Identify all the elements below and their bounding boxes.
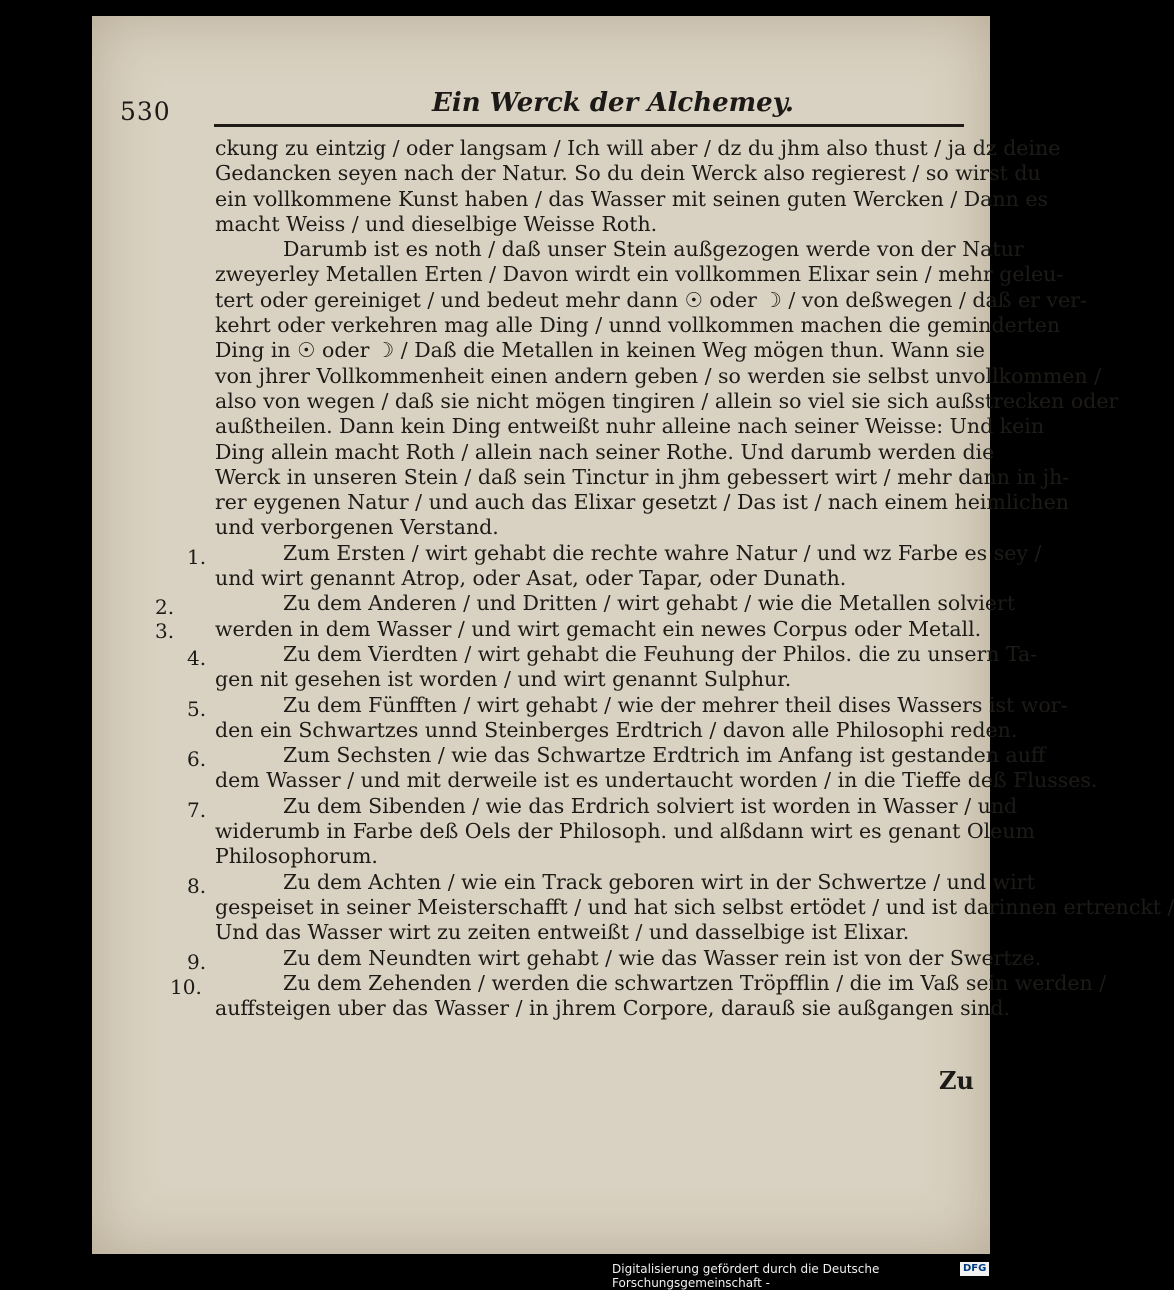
text-line: tert oder gereiniget / und bedeut mehr dann ☉ oder ☽ / von deßwegen / daß er ver- [215,287,1087,312]
text-line: Ding allein macht Roth / allein nach seiner Rothe. Und darumb werden die [215,439,995,464]
text-line: widerumb in Farbe deß Oels der Philosoph. und alßdann wirt es genant Oleum [215,819,1035,844]
text-line: außtheilen. Dann kein Ding entweißt nuhr alleine nach seiner Weisse: Und kein [215,414,1045,439]
running-title: Ein Werck der Alchemey. [432,88,794,118]
text-line: Zu dem Zehenden / werden die schwartzen Tröpfflin / die im Vaß sein werden / [283,970,1107,995]
text-line: Zu dem Sibenden / wie das Erdrich solviert ist worden in Wasser / und [283,793,1018,818]
digitization-credit: Digitalisierung gefördert durch die Deutsche Forschungsgemeinschaft - [612,1262,880,1290]
text-line: also von wegen / daß sie nicht mögen tingiren / allein so viel sie sich außstrecken oder [215,388,1119,413]
margin-number: 4. [187,646,207,670]
text-line: gen nit gesehen ist worden / und wirt genannt Sulphur. [215,667,792,692]
text-line: ckung zu eintzig / oder langsam / Ich will aber / dz du jhm also thust / ja dz deine [215,136,1061,160]
text-line: dem Wasser / und mit derweile ist es undertaucht worden / in die Tieffe deß Flusses. [215,768,1098,793]
text-line: Zu dem Anderen / und Dritten / wirt gehabt / wie die Metallen solviert [283,591,1016,616]
text-line: von jhrer Vollkommenheit einen andern geben / so werden sie selbst unvollkommen / [215,363,1102,388]
text-line: werden in dem Wasser / und wirt gemacht ein newes Corpus oder Metall. [215,616,982,641]
text-line: ein vollkommene Kunst haben / das Wasser mit seinen guten Wercken / Dann es [215,186,1048,211]
text-line: den ein Schwartzes unnd Steinberges Erdtrich / davon alle Philosophi reden. [215,717,1018,742]
text-line: Philosophorum. [215,844,378,869]
text-line: gespeiset in seiner Meisterschafft / und hat sich selbst ertödet / und ist darinnen ertrenckt / [215,894,1174,919]
text-line: kehrt oder verkehren mag alle Ding / unnd vollkommen machen die geminderten [215,313,1061,338]
text-line: Zum Ersten / wirt gehabt die rechte wahre Natur / und wz Farbe es sey / [283,540,1042,565]
dfg-logo: DFG [960,1262,989,1276]
margin-number: 1. [187,544,207,569]
text-line: Zu dem Neundten wirt gehabt / wie das Wasser rein ist von der Swertze. [283,945,1042,970]
text-line: Gedancken seyen nach der Natur. So du dein Werck also regierest / so wirst du [215,161,1041,186]
margin-number: 8. [187,873,207,898]
margin-number: 9. [187,949,207,974]
text-line: Ding in ☉ oder ☽ / Daß die Metallen in keinen Weg mögen thun. Wann sie [215,338,985,363]
margin-number: 7. [187,797,207,822]
header-rule [214,124,964,127]
margin-number: 10. [170,974,202,999]
text-line: Darumb ist es noth / daß unser Stein außgezogen werde von der Natur [283,237,1024,262]
text-line: und verborgenen Verstand. [215,515,499,540]
page-number: 530 [120,97,171,126]
text-line: und wirt genannt Atrop, oder Asat, oder Tapar, oder Dunath. [215,566,847,591]
catchword: Zu [939,1066,974,1095]
text-line: Zu dem Achten / wie ein Track geboren wirt in der Schwertze / und wirt [283,869,1035,894]
body-text [215,136,1174,1021]
text-line: auffsteigen uber das Wasser / in jhrem Corpore, darauß sie außgangen sind. [215,996,1011,1021]
text-line: Werck in unseren Stein / daß sein Tinctur in jhm gebessert wirt / mehr dann in jh- [215,464,1070,489]
margin-number: 6. [187,747,207,772]
text-line: zweyerley Metallen Erten / Davon wirdt ein vollkommen Elixar sein / mehr geleu- [215,262,1064,287]
margin-number: 5. [187,696,207,721]
text-line: rer eygenen Natur / und auch das Elixar gesetzt / Das ist / nach einem heimlichen [215,490,1069,515]
text-line: Und das Wasser wirt zu zeiten entweißt / und dasselbige ist Elixar. [215,920,910,945]
text-line: macht Weiss / und dieselbige Weisse Roth. [215,211,658,236]
margin-number: 2. 3. [155,595,175,644]
text-line: Zum Sechsten / wie das Schwartze Erdtrich im Anfang ist gestanden auff [283,743,1046,768]
text-line: Zu dem Fünfften / wirt gehabt / wie der mehrer theil dises Wassers ist wor- [283,692,1068,717]
text-line: Zu dem Vierdten / wirt gehabt die Feuhung der Philos. die zu unsern Ta- [283,641,1038,666]
